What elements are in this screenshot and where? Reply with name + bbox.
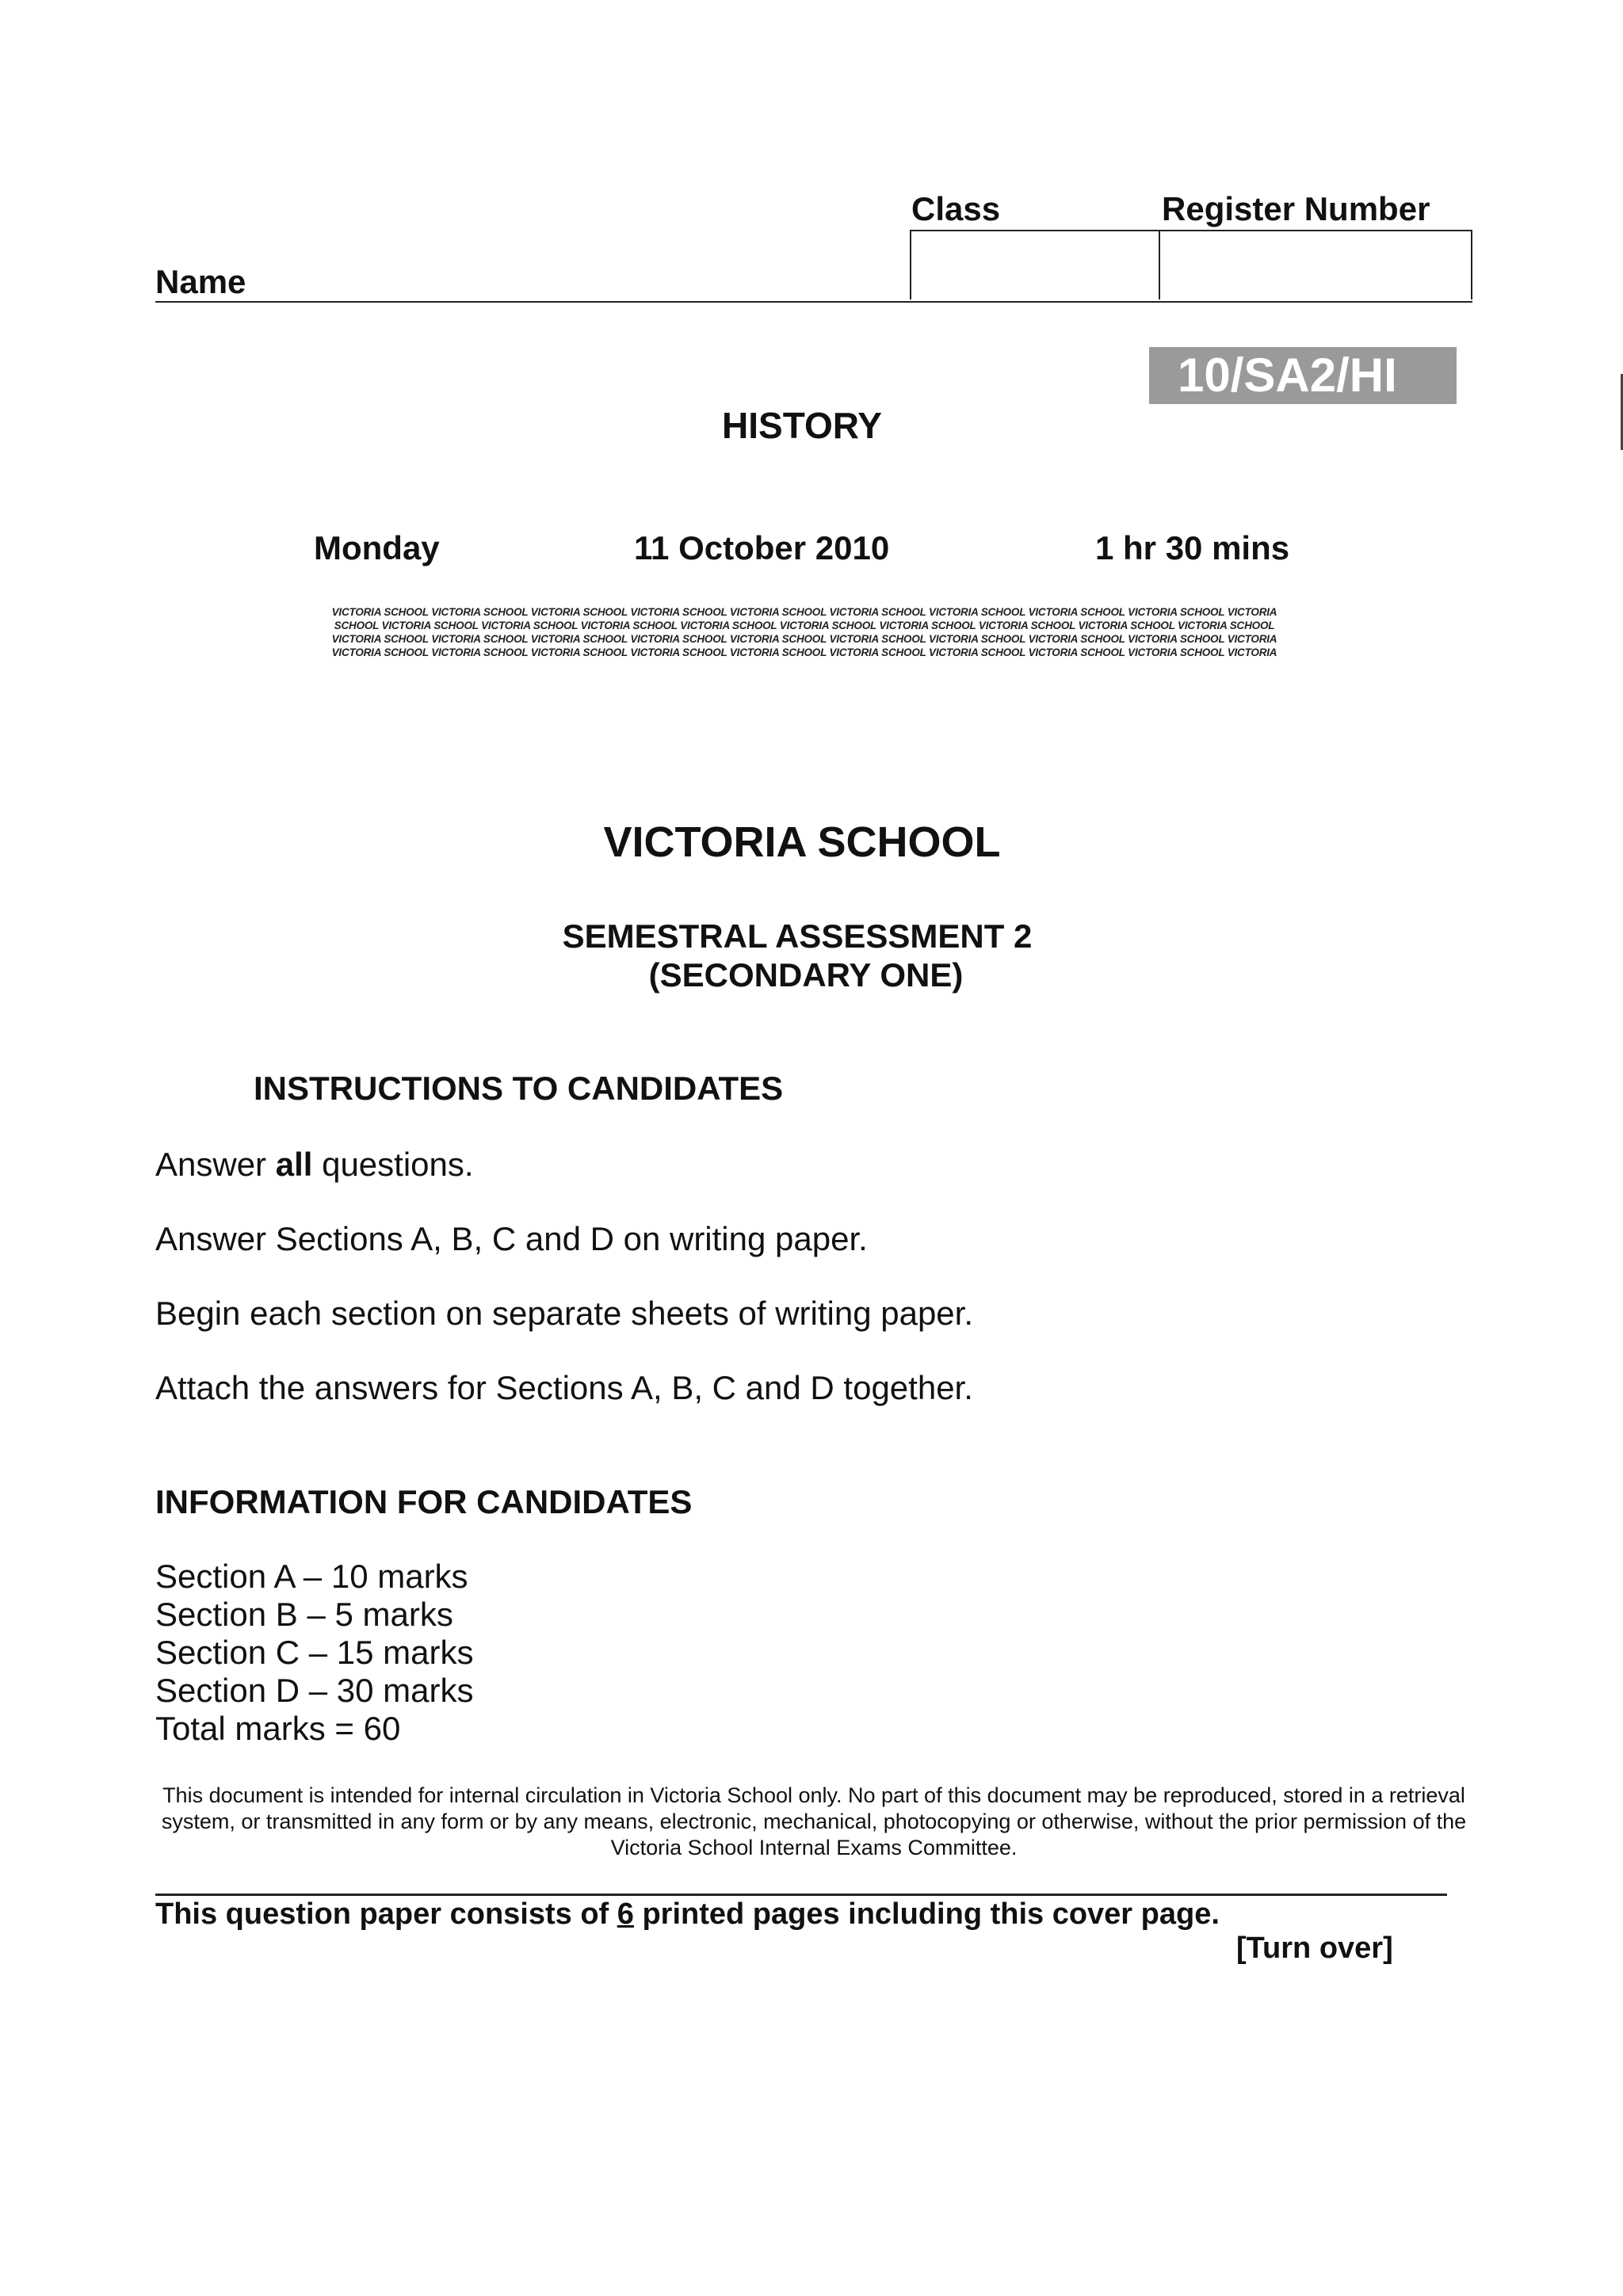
instruction-writing-paper: Answer Sections A, B, C and D on writing paper. <box>155 1220 868 1257</box>
instruction-separate-sheets: Begin each section on separate sheets of writing paper. <box>155 1295 973 1332</box>
marks-section-b: Section B – 5 marks <box>155 1596 453 1633</box>
footer-divider <box>155 1894 1447 1896</box>
exam-day: Monday <box>314 529 440 566</box>
marks-section-d: Section D – 30 marks <box>155 1672 474 1709</box>
instruction-answer-all: Answer all questions. <box>155 1146 474 1183</box>
assessment-level: (SECONDARY ONE) <box>648 956 964 994</box>
marks-total: Total marks = 60 <box>155 1710 401 1747</box>
name-line[interactable] <box>155 301 1472 303</box>
marks-section-a: Section A – 10 marks <box>155 1558 468 1595</box>
exam-duration: 1 hr 30 mins <box>1095 529 1290 566</box>
watermark-line: VICTORIA SCHOOL VICTORIA SCHOOL VICTORIA SCHOOL VICTORIA SCHOOL VICTORIA SCHOOL VICTORIA SCHOOL VICTORIA SCHOOL VICTORIA SCHOOL VICTORIA SCHOOL VICTORIA <box>331 633 1277 645</box>
page-count: 6 <box>617 1897 634 1931</box>
watermark-line: VICTORIA SCHOOL VICTORIA SCHOOL VICTORIA SCHOOL VICTORIA SCHOOL VICTORIA SCHOOL VICTORIA SCHOOL VICTORIA SCHOOL VICTORIA SCHOOL VICTORIA SCHOOL VICTORIA <box>331 646 1277 658</box>
school-name: VICTORIA SCHOOL <box>603 818 1001 866</box>
page-count-note: This question paper consists of 6 printed pages including this cover page. <box>155 1897 1220 1931</box>
paper-code-badge: 10/SA2/HI <box>1149 347 1457 404</box>
register-number-label: Register Number <box>1162 190 1430 227</box>
exam-date: 11 October 2010 <box>634 529 890 566</box>
watermark-line: VICTORIA SCHOOL VICTORIA SCHOOL VICTORIA SCHOOL VICTORIA SCHOOL VICTORIA SCHOOL VICTORIA SCHOOL VICTORIA SCHOOL VICTORIA SCHOOL VICTORIA SCHOOL VICTORIA <box>331 606 1277 618</box>
subject-title: HISTORY <box>722 405 882 446</box>
watermark-line: SCHOOL VICTORIA SCHOOL VICTORIA SCHOOL VICTORIA SCHOOL VICTORIA SCHOOL VICTORIA SCHOOL VICTORIA SCHOOL VICTORIA SCHOOL VICTORIA SCHOOL VICTORIA SCHOOL <box>334 620 1275 631</box>
class-box[interactable] <box>910 230 1160 299</box>
instruction-attach-answers: Attach the answers for Sections A, B, C and D together. <box>155 1369 973 1406</box>
instructions-heading: INSTRUCTIONS TO CANDIDATES <box>254 1070 784 1107</box>
assessment-title: SEMESTRAL ASSESSMENT 2 <box>562 917 1033 955</box>
marks-section-c: Section C – 15 marks <box>155 1634 474 1671</box>
copyright-disclaimer: This document is intended for internal circulation in Victoria School only. No part of this document may be reproduced, stored in a retrieval system, or transmitted in any form or by any means, electronic, mechanical, photocopying or otherwise, without the prior permission of the Victoria School Internal Exams Committee. <box>161 1783 1467 1859</box>
name-label: Name <box>155 263 246 300</box>
information-heading: INFORMATION FOR CANDIDATES <box>155 1483 693 1520</box>
class-label: Class <box>911 190 1001 227</box>
register-number-box[interactable] <box>1160 230 1472 299</box>
turn-over-label: [Turn over] <box>1236 1932 1393 1965</box>
